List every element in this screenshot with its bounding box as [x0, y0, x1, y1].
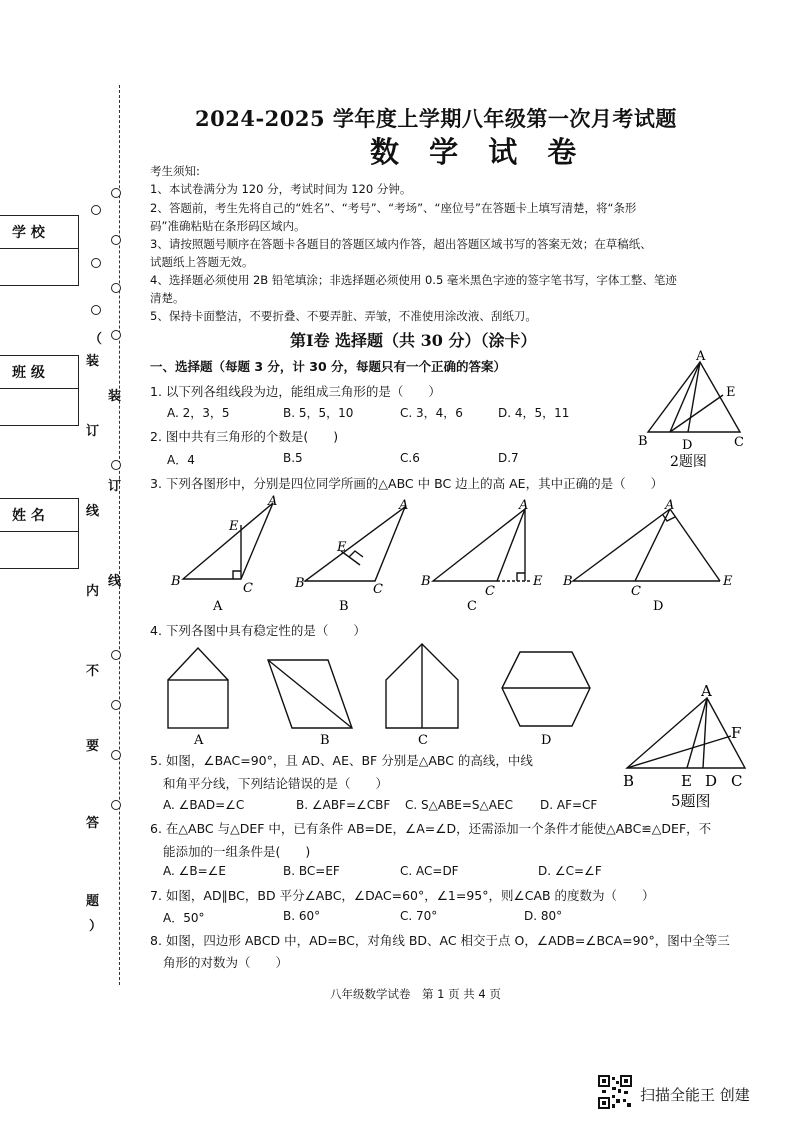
- q3a-label-b: B: [171, 574, 181, 589]
- school-box: [0, 215, 79, 286]
- q3b-label-c: C: [373, 582, 383, 597]
- question-4: 4. 下列各图中具有稳定性的是（ ）: [150, 623, 366, 638]
- q6-option-c: C. AC=DF: [400, 864, 459, 878]
- question-5-line2: 和角平分线，下列结论错误的是（ ）: [163, 776, 389, 791]
- q2-label-a: A: [696, 349, 706, 364]
- q2-option-c: C.6: [400, 451, 420, 465]
- class-blank: [0, 389, 78, 425]
- notice-line: 码”准确粘贴在条形码区域内。: [150, 219, 306, 233]
- binding-char: 线: [86, 504, 100, 519]
- q5-caption: 5题图: [671, 792, 711, 810]
- binding-hole: [111, 235, 121, 245]
- q3-figures: [165, 495, 745, 615]
- q2-figure: [630, 350, 760, 470]
- q3a-label-e: E: [229, 519, 239, 534]
- q1-option-b: B. 5，5，10: [283, 406, 354, 420]
- binding-char: 要: [86, 739, 100, 754]
- notice-line: 试题纸上答题无效。: [150, 255, 254, 269]
- q4-figures: [160, 640, 600, 750]
- q2-option-b: B.5: [283, 451, 303, 465]
- q5-option-b: B. ∠ABF=∠CBF: [296, 798, 391, 812]
- q5-figure: [615, 680, 775, 810]
- question-6-line1: 6. 在△ABC 与△DEF 中，已有条件 AB=DE，∠A=∠D，还需添加一个条件才能使△ABC≌△DEF，不: [150, 821, 712, 836]
- binding-char: 装: [108, 389, 122, 404]
- question-5-line1: 5. 如图，∠BAC=90°，且 AD、AE、BF 分别是△ABC 的高线，中线: [150, 753, 533, 768]
- q5-option-d: D. AF=CF: [540, 798, 598, 812]
- binding-hole: [111, 700, 121, 710]
- q1-option-d: D. 4，5，11: [498, 406, 570, 420]
- notice-line: 5、保持卡面整洁，不要折叠、不要弄脏、弄皱，不准使用涂改液、刮纸刀。: [150, 309, 537, 323]
- binding-line: [119, 85, 120, 985]
- q7-option-b: B. 60°: [283, 909, 321, 923]
- binding-hole: [111, 800, 121, 810]
- q5-label-a: A: [701, 682, 712, 700]
- q3b-label-e: E: [337, 540, 347, 555]
- notice-line: 2、答题前，考生先将自己的“姓名”、“考号”、“考场”、“座位号”在答题卡上填写清楚，将“条形: [150, 201, 637, 215]
- exam-title: 2024-2025 学年度上学期八年级第一次月考试题: [195, 106, 677, 131]
- q2-label-d: D: [682, 438, 693, 453]
- binding-char: 订: [86, 424, 100, 439]
- name-label: 姓 名: [0, 499, 78, 532]
- q3c-label-e: E: [533, 574, 543, 589]
- q3c-label-a: A: [519, 498, 529, 513]
- question-3: 3. 下列各图形中，分别是四位同学所画的△ABC 中 BC 边上的高 AE，其中正确的是（ ）: [150, 476, 664, 491]
- q5-label-c: C: [731, 772, 743, 790]
- q1-option-a: A. 2，3，5: [167, 406, 230, 420]
- q2-label-c: C: [734, 435, 744, 450]
- school-blank: [0, 249, 78, 285]
- q3c-label-b: B: [421, 574, 431, 589]
- binding-char: （: [89, 332, 103, 347]
- q7-option-d: D. 80°: [524, 909, 563, 923]
- q4-caption-b: B: [320, 733, 330, 748]
- q3-caption-b: B: [339, 599, 349, 614]
- class-box: [0, 355, 79, 426]
- q5-label-f: F: [731, 724, 742, 742]
- binding-hole: [111, 188, 121, 198]
- q2-label-b: B: [638, 434, 648, 449]
- page-footer: 八年级数学试卷 第 1 页 共 4 页: [330, 987, 501, 1001]
- q3a-label-a: A: [268, 494, 278, 509]
- notice-heading: 考生须知:: [150, 164, 200, 178]
- q4-caption-a: A: [194, 733, 204, 748]
- qr-code-icon: [598, 1075, 632, 1109]
- q7-option-c: C. 70°: [400, 909, 438, 923]
- q4-caption-d: D: [541, 733, 552, 748]
- school-label: 学 校: [0, 216, 78, 249]
- q3d-label-a: A: [665, 498, 675, 513]
- q5-label-e: E: [681, 772, 692, 790]
- binding-hole: [91, 305, 101, 315]
- q3c-label-c: C: [485, 584, 495, 599]
- q5-label-d: D: [705, 772, 718, 790]
- q6-option-b: B. BC=EF: [283, 864, 340, 878]
- binding-hole: [91, 258, 101, 268]
- binding-hole: [111, 650, 121, 660]
- q3-caption-a: A: [213, 599, 223, 614]
- class-label: 班 级: [0, 356, 78, 389]
- q3b-label-a: A: [399, 498, 409, 513]
- notice-line: 清楚。: [150, 291, 185, 305]
- q3d-label-e: E: [723, 574, 733, 589]
- q7-option-a: A．50°: [163, 911, 205, 925]
- q4-caption-c: C: [418, 733, 428, 748]
- q3b-label-b: B: [295, 576, 305, 591]
- section-subtitle: 一、选择题（每题 3 分，计 30 分，每题只有一个正确的答案）: [150, 359, 507, 374]
- binding-char: 订: [108, 479, 122, 494]
- notice-line: 1、本试卷满分为 120 分，考试时间为 120 分钟。: [150, 182, 412, 196]
- exam-subject: 数 学 试 卷: [370, 135, 587, 169]
- q5-option-c: C. S△ABE=S△AEC: [405, 798, 513, 812]
- q3-caption-c: C: [467, 599, 477, 614]
- binding-hole: [111, 330, 121, 340]
- name-box: [0, 498, 79, 569]
- binding-char: 答: [86, 816, 100, 831]
- q3d-label-b: B: [563, 574, 573, 589]
- binding-char: 装: [86, 354, 100, 369]
- binding-hole: [111, 460, 121, 470]
- section-title: 第Ⅰ卷 选择题（共 30 分）（涂卡）: [290, 331, 537, 350]
- q5-option-a: A. ∠BAD=∠C: [163, 798, 245, 812]
- question-6-line2: 能添加的一组条件是( ): [163, 844, 311, 859]
- binding-char: 题: [86, 894, 100, 909]
- q6-option-a: A. ∠B=∠E: [163, 864, 227, 878]
- binding-char: 线: [108, 574, 122, 589]
- question-8-line2: 角形的对数为（ ）: [163, 955, 289, 970]
- binding-hole: [91, 205, 101, 215]
- binding-char: 不: [86, 664, 100, 679]
- binding-char: ）: [89, 919, 103, 934]
- scanner-watermark: 扫描全能王 创建: [640, 1086, 750, 1104]
- binding-hole: [111, 750, 121, 760]
- notice-line: 4、选择题必须使用 2B 铅笔填涂；非选择题必须使用 0.5 毫米黑色字迹的签字笔书写，字体工整、笔迹: [150, 273, 677, 287]
- q2-caption: 2题图: [670, 454, 707, 470]
- notice-line: 3、请按照题号顺序在答题卡各题目的答题区域内作答，超出答题区域书写的答案无效；在草稿纸、: [150, 237, 652, 251]
- question-8-line1: 8. 如图，四边形 ABCD 中，AD=BC，对角线 BD、AC 相交于点 O，∠ADB=∠BCA=90°，图中全等三: [150, 933, 730, 948]
- binding-char: 内: [86, 584, 100, 599]
- question-7: 7. 如图，AD∥BC，BD 平分∠ABC，∠DAC=60°，∠1=95°，则∠CAB 的度数为（ ）: [150, 888, 655, 903]
- binding-hole: [111, 283, 121, 293]
- q2-option-a: A．4: [167, 453, 195, 467]
- q3-caption-d: D: [653, 599, 664, 614]
- q2-label-e: E: [726, 385, 736, 400]
- q5-label-b: B: [623, 772, 635, 790]
- question-1: 1. 以下列各组线段为边，能组成三角形的是（ ）: [150, 384, 441, 399]
- q1-option-c: C. 3，4，6: [400, 406, 463, 420]
- question-2: 2. 图中共有三角形的个数是( ): [150, 429, 339, 444]
- q2-option-d: D.7: [498, 451, 519, 465]
- q3d-label-c: C: [631, 584, 641, 599]
- q6-option-d: D. ∠C=∠F: [538, 864, 602, 878]
- q3a-label-c: C: [243, 581, 253, 596]
- name-blank: [0, 532, 78, 568]
